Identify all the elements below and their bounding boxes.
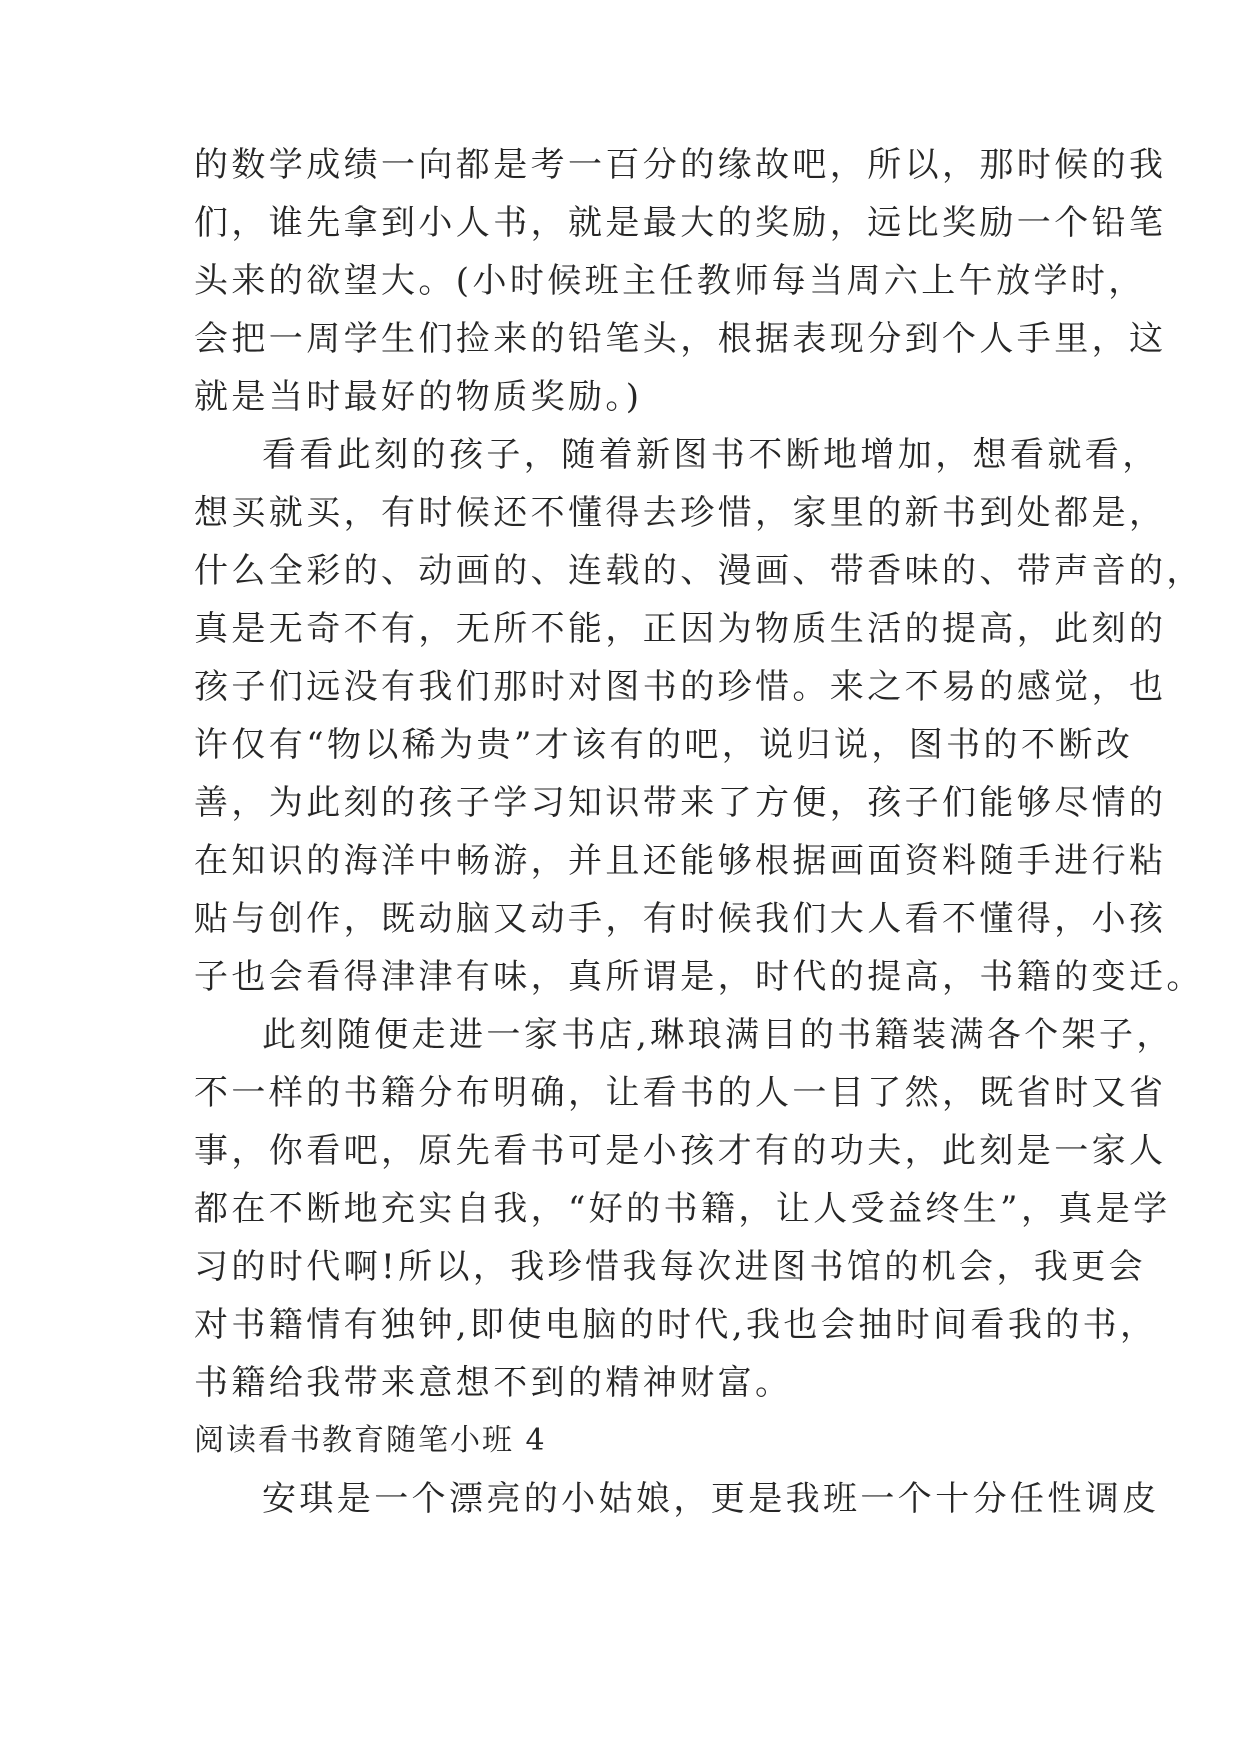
text-line: 贴与创作，既动脑又动手，有时候我们大人看不懂得，小孩 (194, 899, 1167, 939)
text-line: 什么全彩的、动画的、连载的、漫画、带香味的、带声音的， (194, 551, 1204, 591)
text-line: 头来的欲望大。(小时候班主任教师每当周六上午放学时， (194, 261, 1146, 301)
paragraph-first-line: 此刻随便走进一家书店,琳琅满目的书籍装满各个架子， (262, 1015, 1174, 1055)
text-line: 会把一周学生们捡来的铅笔头，根据表现分到个人手里，这 (194, 319, 1167, 359)
text-line: 在知识的海洋中畅游，并且还能够根据画面资料随手进行粘 (194, 841, 1167, 881)
paragraph-first-line: 安琪是一个漂亮的小姑娘，更是我班一个十分任性调皮 (262, 1479, 1160, 1519)
text-line: 不一样的书籍分布明确，让看书的人一目了然，既省时又省 (194, 1073, 1167, 1113)
text-line: 们，谁先拿到小人书，就是最大的奖励，远比奖励一个铅笔 (194, 203, 1167, 243)
paragraph-first-line: 看看此刻的孩子，随着新图书不断地增加，想看就看， (262, 435, 1160, 475)
text-line: 习的时代啊!所以，我珍惜我每次进图书馆的机会，我更会 (194, 1247, 1147, 1287)
text-line: 善，为此刻的孩子学习知识带来了方便，孩子们能够尽情的 (194, 783, 1167, 823)
text-line: 就是当时最好的物质奖励。) (194, 377, 643, 417)
text-line: 的数学成绩一向都是考一百分的缘故吧，所以，那时候的我 (194, 145, 1167, 185)
text-line: 书籍给我带来意想不到的精神财富。 (194, 1363, 793, 1403)
text-line: 想买就买，有时候还不懂得去珍惜，家里的新书到处都是， (194, 493, 1167, 533)
text-line: 都在不断地充实自我，“好的书籍，让人受益终生”，真是学 (194, 1189, 1171, 1229)
text-line: 孩子们远没有我们那时对图书的珍惜。来之不易的感觉，也 (194, 667, 1167, 707)
text-line: 真是无奇不有，无所不能，正因为物质生活的提高，此刻的 (194, 609, 1167, 649)
text-line: 对书籍情有独钟,即使电脑的时代,我也会抽时间看我的书， (194, 1305, 1158, 1345)
text-line: 许仅有“物以稀为贵”才该有的吧，说归说，图书的不断改 (194, 725, 1134, 765)
text-line: 事，你看吧，原先看书可是小孩才有的功夫，此刻是一家人 (194, 1131, 1167, 1171)
section-heading: 阅读看书教育随笔小班 4 (194, 1423, 547, 1458)
text-line: 子也会看得津津有味，真所谓是，时代的提高，书籍的变迁。 (194, 957, 1204, 997)
